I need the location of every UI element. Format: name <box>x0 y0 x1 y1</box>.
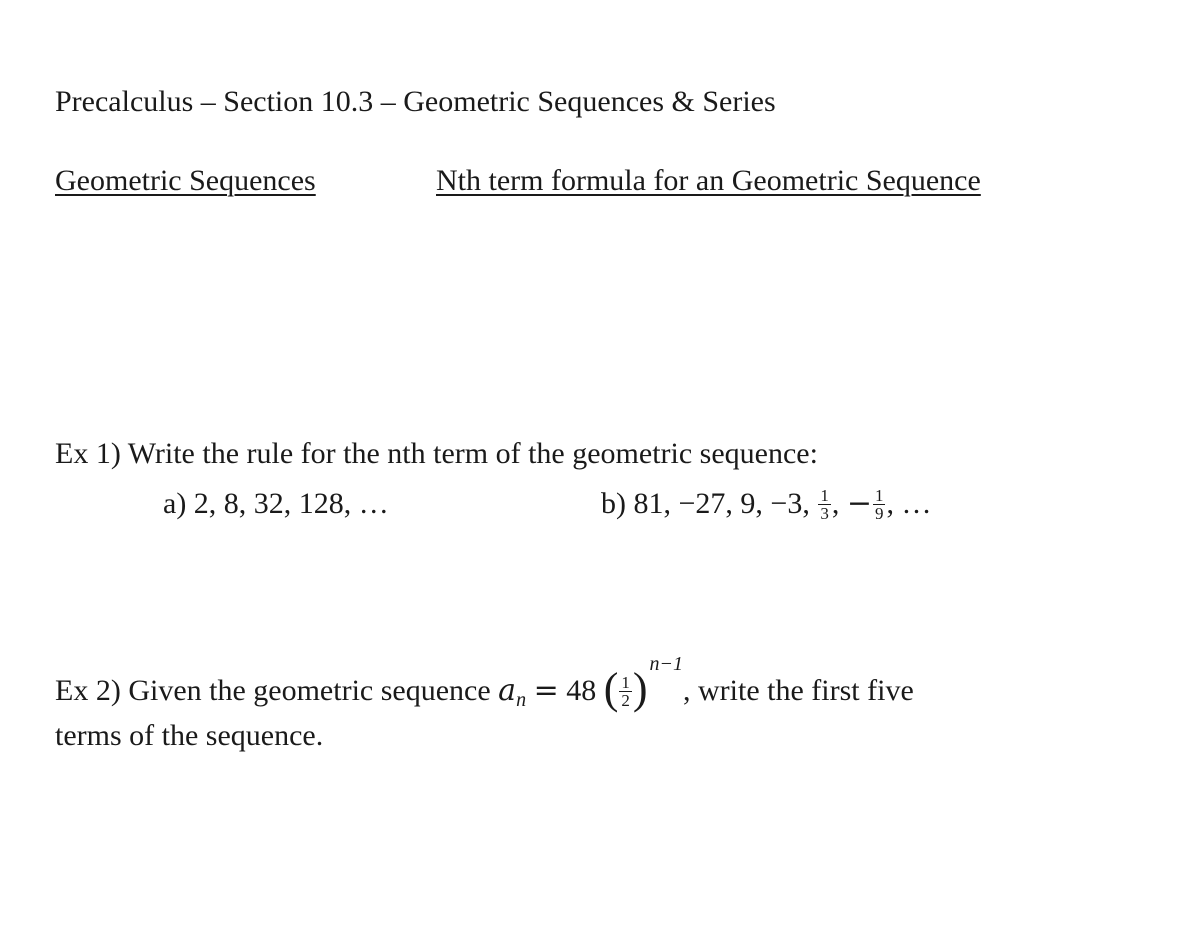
fraction-one-ninth <box>873 487 886 522</box>
minus-sign: − <box>846 486 872 521</box>
example-1-prompt: Ex 1) Write the rule for the nth term of the geometric sequence: <box>55 437 818 470</box>
page-title: Precalculus – Section 10.3 – Geometric Sequences & Series <box>55 85 776 118</box>
heading-geometric-sequences: Geometric Sequences <box>55 164 316 197</box>
example-2-suffix: , write the first five <box>683 674 914 707</box>
fraction-denominator: 3 <box>820 503 829 523</box>
example-2-line-2: terms of the sequence. <box>55 719 324 752</box>
left-paren: ( <box>603 664 619 713</box>
right-paren: ) <box>632 664 648 713</box>
sequence-symbol: a <box>498 673 517 708</box>
fraction-numerator: 1 <box>874 485 884 505</box>
fraction-denominator: 2 <box>621 690 630 710</box>
part-b-terms: b) 81, −27, 9, −3, <box>601 487 810 520</box>
fraction-one-third <box>818 487 831 522</box>
fraction-numerator: 1 <box>621 672 630 692</box>
ellipsis: … <box>901 487 932 520</box>
fraction-one-half <box>619 674 632 709</box>
example-1-part-a: a) 2, 8, 32, 128, … <box>163 487 389 520</box>
coefficient: 48 <box>566 674 597 707</box>
fraction-denominator: 9 <box>874 503 884 523</box>
heading-nth-term-formula: Nth term formula for an Geometric Sequence <box>436 164 981 197</box>
example-2-prefix: Ex 2) Given the geometric sequence <box>55 674 491 707</box>
example-2-prompt <box>55 653 914 713</box>
example-1-part-b <box>601 486 931 524</box>
separator: , <box>886 487 894 520</box>
subscript-n: n <box>516 689 527 711</box>
separator: , <box>831 487 840 520</box>
fraction-numerator: 1 <box>820 485 829 505</box>
equals-sign: = <box>533 673 559 708</box>
exponent: n−1 <box>649 653 684 675</box>
